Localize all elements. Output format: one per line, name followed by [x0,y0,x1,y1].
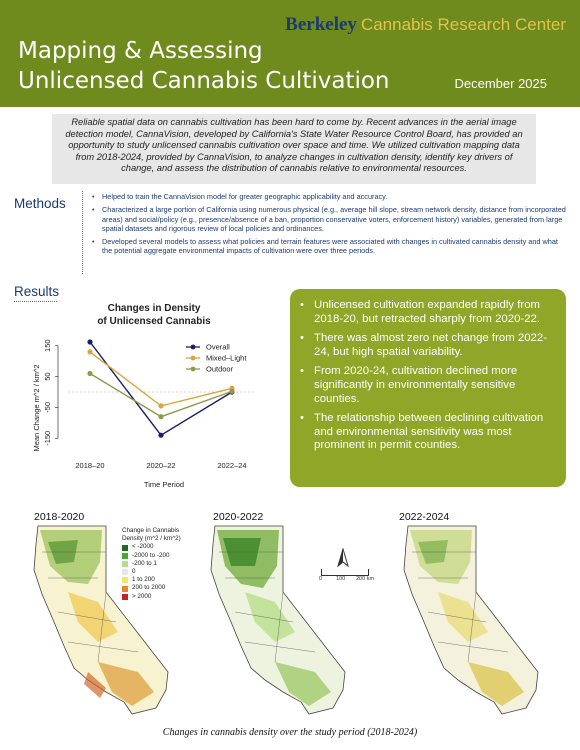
legend-color-swatch [122,577,128,583]
scale-bar-line [321,569,369,576]
legend-row [122,584,234,592]
map-title-2018-2020: 2018-2020 [34,511,85,523]
methods-heading: Methods [14,196,66,211]
chart-title-line-1: Changes in Density [107,303,201,314]
legend-label: Outdoor [206,364,234,374]
legend-title-line-1: Change in Cannabis [122,527,180,534]
legend-row-label: 1 to 200 [132,576,155,584]
bullet-icon: • [300,412,304,425]
map-title-2022-2024: 2022-2024 [399,511,450,523]
legend-color-swatch [122,569,128,575]
x-tick-label: 2020–22 [146,461,176,470]
finding-item [300,365,554,406]
legend-row-label: 200 to 2000 [132,584,166,592]
legend-label: Mixed–Light [206,353,247,363]
intro-box: Reliable spatial data on cannabis cultivation has been hard to come by. Recent advances in the aerial image detection model, CannaVision, developed by California's State Water Resource Control Board, has provided an opportunity to study unlicensed cannabis cultivation over space and time. We utilized cultivation mapping data from 2018-2024, provided by CannaVision, to analyze changes in cultivation density, identify key drivers of change, and assess the distribution of cannabis relative to environmental resources. [52,114,536,184]
legend-row-label: 0 [132,568,136,576]
legend-color-swatch [122,553,128,559]
x-tick-label: 2018–20 [75,461,105,470]
legend-row [122,552,234,560]
finding-item [300,412,554,453]
brand-logo [285,14,566,36]
legend-rows [122,543,234,600]
methods-list [90,192,570,260]
scale-label-0: 0 [319,576,323,582]
figure-caption: Changes in cannabis density over the study period (2018-2024) [162,727,418,738]
legend-color-swatch [122,561,128,567]
findings-list [300,299,554,453]
finding-text: The relationship between declining cultivation and environmental sensitivity was most prominent in permit counties. [314,412,544,452]
scale-label-100: 100 [336,576,346,582]
legend-row-label: < -2000 [132,543,154,551]
y-tick-label: 50 [43,372,52,381]
data-point [87,339,92,344]
legend-marker [191,367,196,372]
title-line-2: Unlicensed Cannabis Cultivation [18,68,390,94]
california-map-2022-2024 [398,522,548,718]
finding-item [300,299,554,326]
chart-x-axis-label: Time Period [143,480,185,489]
bullet-icon: • [92,237,95,247]
chart-legend [186,343,247,374]
data-point [87,349,92,354]
legend-title-line-2: Density (m^2 / km^2) [122,535,181,543]
methods-item-text: Helped to train the CannaVision model for greater geographic applicability and accuracy. [102,192,388,201]
methods-item-text: Developed several models to assess what policies and terrain features were associated with changes in cultivated cannabis density and what the potential aggregate environmental impacts of cultivation were over three periods. [102,237,558,256]
legend-marker [191,356,196,361]
brand-secondary: Cannabis Research Center [360,15,566,34]
map-title-2020-2022: 2020-2022 [213,511,264,523]
finding-text: From 2020-24, cultivation declined more significantly in environmentally sensitive counties. [314,365,518,405]
legend-row [122,576,234,584]
title-line-1: Mapping & Assessing [18,38,263,64]
finding-item [300,332,554,359]
legend-marker [191,345,196,350]
methods-item [90,192,570,201]
brand-primary: Berkeley [285,14,357,35]
legend-color-swatch [122,594,128,600]
series-line [90,373,232,416]
scale-label-200: 200 km [356,576,375,582]
methods-divider [82,191,85,274]
data-point [87,371,92,376]
legend-row [122,543,234,551]
data-point [158,433,163,438]
x-tick-label: 2022–24 [217,461,247,470]
legend-color-swatch [122,545,128,551]
y-tick-label: 150 [43,339,52,352]
chart-title-line-2: of Unlicensed Cannabis [97,316,211,327]
north-arrow-icon [336,548,350,568]
data-point [229,389,234,394]
finding-text: There was almost zero net change from 2022-24, but high spatial variability. [314,332,547,358]
bullet-icon: • [300,365,304,378]
publication-date: December 2025 [454,76,547,91]
bullet-icon: • [92,192,95,201]
key-findings-panel [290,289,566,487]
density-change-chart [28,296,278,500]
legend-row-label: > 2000 [132,592,152,600]
legend-row [122,560,234,568]
bullet-icon: • [300,299,304,311]
y-tick-label: -150 [43,430,52,446]
y-tick-label: -50 [43,402,52,413]
map-legend [122,527,234,601]
legend-row [122,568,234,576]
methods-item-text: Characterized a large portion of California using numerous physical (e.g., average hill slope, stream network density, distance from incorporated areas) and social/policy (e.g., presence/absence of a ban, proportion conservative voters, enforcement history) variables, generated from large spatial datasets and rigorous review of local policies and ordinances. [102,205,566,233]
legend-row [122,593,234,601]
methods-item [90,205,570,233]
chart-canvas [28,296,278,500]
finding-text: Unlicensed cultivation expanded rapidly from 2018-20, but retracted sharply from 2020-22. [314,299,541,325]
data-point [158,403,163,408]
legend-row-label: -200 to 1 [132,559,157,567]
bullet-icon: • [300,332,304,345]
methods-item [90,237,570,256]
data-point [158,414,163,419]
legend-row-label: -2000 to -200 [132,551,170,559]
legend-label: Overall [206,342,230,352]
page-title [18,36,390,96]
results-heading: Results [14,284,60,299]
chart-y-axis-label: Mean Change m^2 / km^2 [32,364,41,452]
map-scale-bar [318,569,378,584]
legend-color-swatch [122,586,128,592]
bullet-icon: • [92,205,95,215]
